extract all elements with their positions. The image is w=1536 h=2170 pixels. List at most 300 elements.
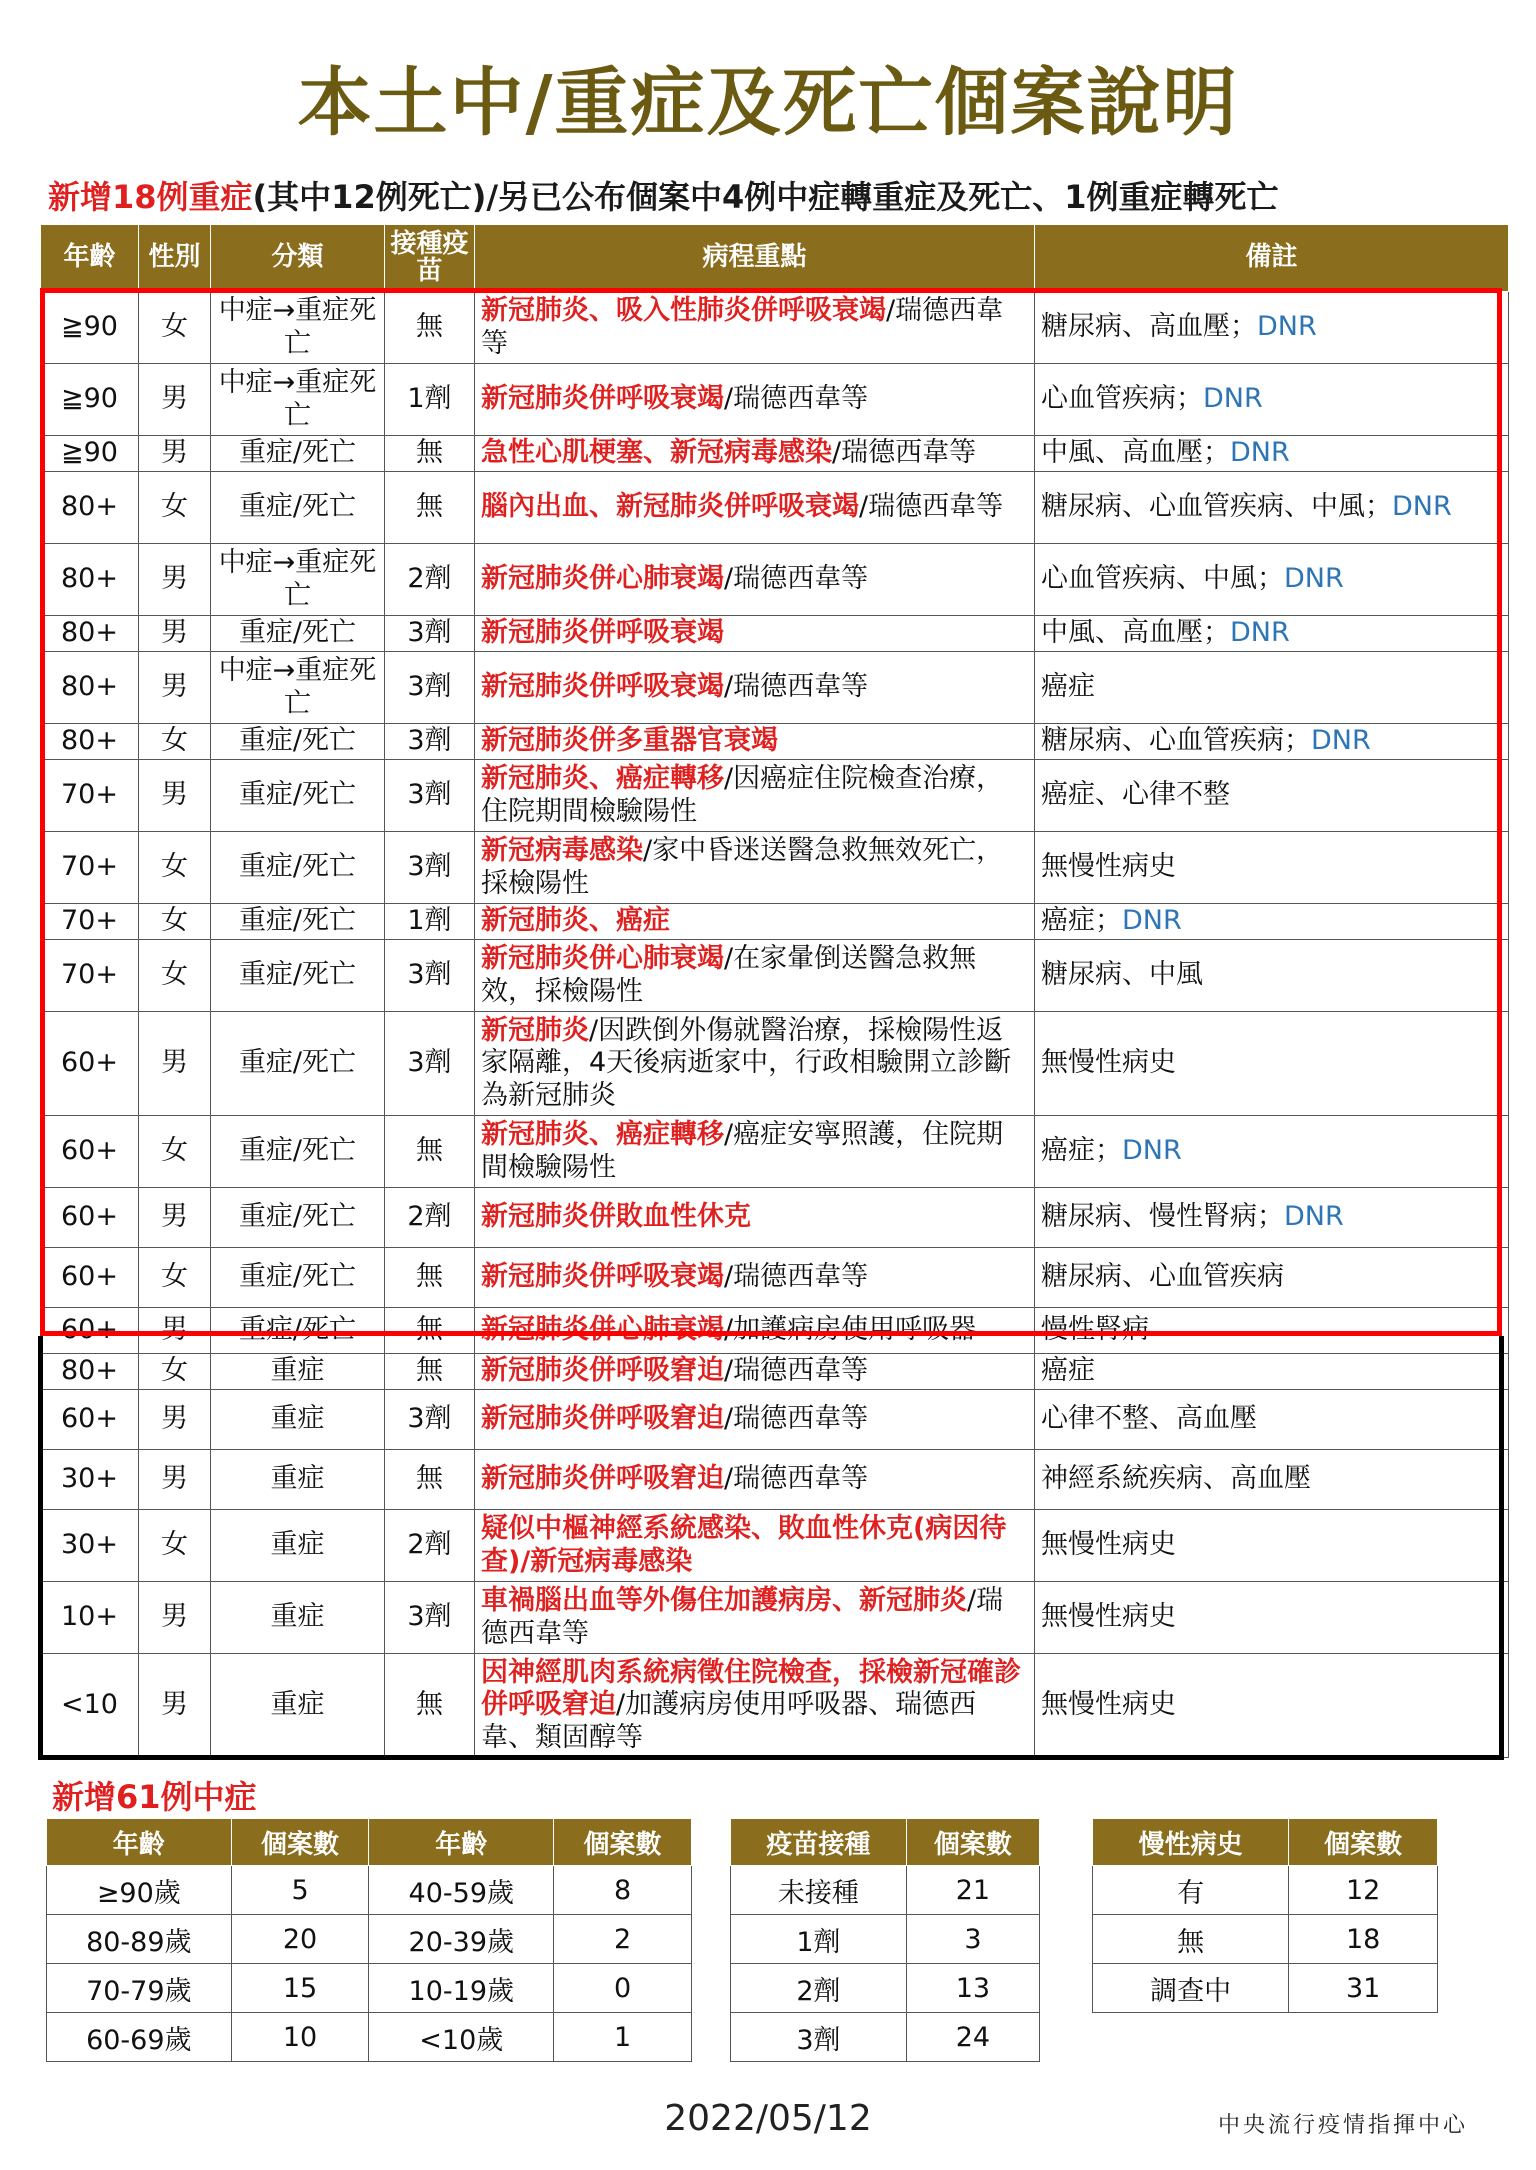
cell-course — [475, 1582, 1035, 1654]
note-text: 無慢性病史 — [1041, 1601, 1176, 1633]
course-highlight: 疑似中樞神經系統感染、敗血性休克(病因待查)/新冠病毒感染 — [481, 1513, 1007, 1577]
course-highlight: 新冠肺炎 — [481, 1014, 589, 1046]
cell-note — [1035, 1390, 1509, 1450]
table-cell: 調查中 — [1093, 1964, 1289, 2013]
category-text: 中症→重症死亡 — [218, 547, 377, 611]
course-detail: /家中昏迷送醫急救無效死亡，採檢陽性 — [481, 835, 1004, 899]
cell-sex: 男 — [139, 364, 211, 436]
table-cell: 24 — [906, 2013, 1039, 2062]
cell-vaccine: 無 — [385, 1450, 475, 1510]
cell-age: 70+ — [41, 832, 139, 904]
cell-vaccine: 3劑 — [385, 652, 475, 724]
category-text: 重症 — [270, 1403, 325, 1435]
cell-note — [1035, 652, 1509, 724]
table-cell: 70-79歲 — [47, 1964, 232, 2013]
course-highlight: 新冠肺炎、癌症轉移 — [481, 1119, 724, 1151]
table-cell: 8 — [554, 1866, 692, 1915]
cell-vaccine: 無 — [385, 436, 475, 472]
cell-age: 60+ — [41, 1188, 139, 1248]
cell-course — [475, 364, 1035, 436]
table-row — [41, 1510, 1509, 1582]
cell-category — [211, 1582, 385, 1654]
course-detail: /癌症安寧照護，住院期間檢驗陽性 — [481, 1119, 1004, 1183]
cell-age: 80+ — [41, 472, 139, 544]
cell-category — [211, 904, 385, 940]
cell-category — [211, 1188, 385, 1248]
table-cell: 15 — [231, 1964, 369, 2013]
note-text: 糖尿病、慢性腎病； — [1041, 1201, 1284, 1233]
cell-course — [475, 652, 1035, 724]
cell-age: 60+ — [41, 1390, 139, 1450]
table-cell: 1劑 — [731, 1915, 907, 1964]
cell-sex: 男 — [139, 1012, 211, 1116]
cell-note — [1035, 364, 1509, 436]
header-vaccine: 接種疫苗 — [385, 225, 475, 292]
cell-age: ≧90 — [41, 292, 139, 364]
table-cell: <10歲 — [369, 2013, 554, 2062]
cell-note — [1035, 1188, 1509, 1248]
course-detail: /瑞德西韋等 — [724, 1261, 869, 1293]
note-text: 中風、高血壓； — [1041, 617, 1230, 649]
table-row — [731, 2013, 1040, 2062]
table-header-cell: 個案數 — [231, 1819, 369, 1866]
cell-note — [1035, 1510, 1509, 1582]
cell-category — [211, 364, 385, 436]
table-cell: 10 — [231, 2013, 369, 2062]
cell-course — [475, 1188, 1035, 1248]
note-text: 無慢性病史 — [1041, 1689, 1176, 1721]
course-detail: /加護病房使用呼吸器 — [724, 1314, 977, 1346]
cell-sex: 男 — [139, 1188, 211, 1248]
note-text: 癌症； — [1041, 1135, 1122, 1167]
cell-sex: 女 — [139, 1354, 211, 1390]
cell-category — [211, 1012, 385, 1116]
cell-sex: 男 — [139, 544, 211, 616]
course-highlight: 新冠肺炎併呼吸衰竭 — [481, 671, 724, 703]
cell-course — [475, 724, 1035, 760]
table-row — [1093, 1866, 1438, 1915]
course-highlight: 新冠肺炎併呼吸衰竭 — [481, 1261, 724, 1293]
cell-sex: 女 — [139, 1116, 211, 1188]
cell-sex: 女 — [139, 292, 211, 364]
table-row — [41, 292, 1509, 364]
dnr-label: DNR — [1122, 905, 1182, 937]
cell-sex: 女 — [139, 724, 211, 760]
cell-sex: 男 — [139, 1654, 211, 1758]
cell-age: ≧90 — [41, 364, 139, 436]
course-detail: /瑞德西韋等 — [724, 563, 869, 595]
table-header-cell: 年齡 — [369, 1819, 554, 1866]
course-highlight: 新冠肺炎併心肺衰竭 — [481, 1314, 724, 1346]
table-header-cell: 疫苗接種 — [731, 1819, 907, 1866]
cell-course — [475, 1116, 1035, 1188]
course-highlight: 車禍腦出血等外傷住加護病房、新冠肺炎 — [481, 1585, 967, 1617]
cell-sex: 男 — [139, 1450, 211, 1510]
table-cell: 2 — [554, 1915, 692, 1964]
table-row — [41, 832, 1509, 904]
cell-note — [1035, 760, 1509, 832]
table-cell: 20 — [231, 1915, 369, 1964]
cell-note — [1035, 1012, 1509, 1116]
dnr-label: DNR — [1230, 617, 1290, 649]
table-cell: 80-89歲 — [47, 1915, 232, 1964]
category-text: 重症/死亡 — [238, 437, 357, 469]
table-row — [41, 1654, 1509, 1758]
cell-category — [211, 1354, 385, 1390]
course-highlight: 新冠肺炎併呼吸衰竭 — [481, 617, 724, 649]
note-text: 癌症； — [1041, 905, 1122, 937]
course-detail: /瑞德西韋等 — [724, 1403, 869, 1435]
category-text: 中症→重症死亡 — [218, 295, 377, 359]
cell-category — [211, 1510, 385, 1582]
moderate-age-table — [46, 1818, 692, 2062]
category-text: 重症/死亡 — [238, 1135, 357, 1167]
cell-note — [1035, 472, 1509, 544]
cell-vaccine: 無 — [385, 1654, 475, 1758]
table-row — [41, 1116, 1509, 1188]
cell-vaccine: 3劑 — [385, 760, 475, 832]
category-text: 重症/死亡 — [238, 959, 357, 991]
category-text: 重症 — [270, 1601, 325, 1633]
table-cell: 18 — [1289, 1915, 1438, 1964]
dnr-label: DNR — [1284, 1201, 1344, 1233]
cell-age: 30+ — [41, 1510, 139, 1582]
course-highlight: 新冠肺炎併多重器官衰竭 — [481, 725, 778, 757]
course-highlight: 因神經肌肉系統病徵住院檢查，採檢新冠確診併呼吸窘迫 — [481, 1656, 1021, 1721]
cell-age: 60+ — [41, 1116, 139, 1188]
cell-sex: 男 — [139, 1582, 211, 1654]
table-cell: 5 — [231, 1866, 369, 1915]
cell-vaccine: 無 — [385, 1116, 475, 1188]
cell-vaccine: 3劑 — [385, 724, 475, 760]
cell-course — [475, 292, 1035, 364]
severe-cases-table — [40, 224, 1509, 1758]
cell-course — [475, 472, 1035, 544]
note-text: 糖尿病、高血壓； — [1041, 311, 1257, 343]
table-cell: 無 — [1093, 1915, 1289, 1964]
cell-age: 60+ — [41, 1012, 139, 1116]
table-row — [41, 1248, 1509, 1308]
course-detail: /因癌症住院檢查治療，住院期間檢驗陽性 — [481, 763, 1004, 827]
category-text: 重症/死亡 — [238, 617, 357, 649]
cell-vaccine: 無 — [385, 472, 475, 544]
cell-category — [211, 1308, 385, 1354]
cell-course — [475, 760, 1035, 832]
course-highlight: 新冠肺炎併敗血性休克 — [481, 1201, 751, 1233]
moderate-chronic-table — [1092, 1818, 1438, 2013]
course-highlight: 新冠肺炎併心肺衰竭 — [481, 943, 724, 975]
note-text: 糖尿病、中風 — [1041, 959, 1203, 991]
table-row — [47, 1964, 692, 2013]
course-highlight: 腦內出血、新冠肺炎併呼吸衰竭 — [481, 491, 859, 523]
footer-date: 2022/05/12 — [664, 2098, 872, 2139]
cell-category — [211, 292, 385, 364]
cell-course — [475, 832, 1035, 904]
cell-age: <10 — [41, 1654, 139, 1758]
cell-note — [1035, 940, 1509, 1012]
cell-vaccine: 2劑 — [385, 1188, 475, 1248]
table-header-cell: 個案數 — [906, 1819, 1039, 1866]
cell-course — [475, 1450, 1035, 1510]
cell-course — [475, 544, 1035, 616]
dnr-label: DNR — [1311, 725, 1371, 757]
category-text: 重症/死亡 — [238, 1047, 357, 1079]
cell-course — [475, 1012, 1035, 1116]
course-detail: /加護病房使用呼吸器、瑞德西韋、類固醇等 — [481, 1689, 977, 1753]
note-text: 糖尿病、心血管疾病、中風； — [1041, 491, 1392, 523]
course-detail: /瑞德西韋等 — [724, 1463, 869, 1495]
cell-category — [211, 1450, 385, 1510]
header-age: 年齡 — [41, 225, 139, 292]
cell-note — [1035, 436, 1509, 472]
table-row — [41, 1450, 1509, 1510]
cell-category — [211, 652, 385, 724]
course-highlight: 新冠肺炎併呼吸窘迫 — [481, 1403, 724, 1435]
cell-course — [475, 904, 1035, 940]
cell-category — [211, 472, 385, 544]
table-cell: 10-19歲 — [369, 1964, 554, 2013]
course-detail: /瑞德西韋等 — [724, 671, 869, 703]
table-cell: 31 — [1289, 1964, 1438, 2013]
table-row — [41, 1354, 1509, 1390]
dnr-label: DNR — [1392, 491, 1452, 523]
cell-note — [1035, 1354, 1509, 1390]
note-text: 無慢性病史 — [1041, 1529, 1176, 1561]
course-highlight: 新冠肺炎併呼吸衰竭 — [481, 383, 724, 415]
note-text: 無慢性病史 — [1041, 1047, 1176, 1079]
cell-note — [1035, 832, 1509, 904]
cell-sex: 男 — [139, 652, 211, 724]
note-text: 中風、高血壓； — [1041, 437, 1230, 469]
table-cell: 1 — [554, 2013, 692, 2062]
table-row — [41, 436, 1509, 472]
cell-vaccine: 3劑 — [385, 832, 475, 904]
category-text: 中症→重症死亡 — [218, 367, 377, 431]
table-cell: 13 — [906, 1964, 1039, 2013]
table-header-cell: 個案數 — [554, 1819, 692, 1866]
cell-sex: 女 — [139, 1510, 211, 1582]
table-row — [47, 1866, 692, 1915]
course-detail: /瑞德西韋等 — [832, 437, 977, 469]
table-cell: 2劑 — [731, 1964, 907, 2013]
table-cell: 有 — [1093, 1866, 1289, 1915]
category-text: 重症 — [270, 1355, 325, 1387]
category-text: 重症/死亡 — [238, 1201, 357, 1233]
cell-age: 60+ — [41, 1308, 139, 1354]
table-cell: 21 — [906, 1866, 1039, 1915]
note-text: 心血管疾病、中風； — [1041, 563, 1284, 595]
cell-sex: 女 — [139, 904, 211, 940]
cell-category — [211, 1116, 385, 1188]
cell-age: 60+ — [41, 1248, 139, 1308]
note-text: 慢性腎病 — [1041, 1314, 1149, 1346]
dnr-label: DNR — [1284, 563, 1344, 595]
table-row — [41, 724, 1509, 760]
cell-vaccine: 1劑 — [385, 904, 475, 940]
course-highlight: 新冠肺炎、癌症 — [481, 905, 670, 937]
footer-org: 中央流行疫情指揮中心 — [1217, 2113, 1468, 2138]
cell-course — [475, 1354, 1035, 1390]
cell-sex: 男 — [139, 760, 211, 832]
cell-course — [475, 1654, 1035, 1758]
table-row — [1093, 1915, 1438, 1964]
course-detail: /瑞德西韋等 — [481, 1585, 1004, 1649]
table-row — [41, 616, 1509, 652]
category-text: 重症 — [270, 1529, 325, 1561]
subtitle — [48, 172, 1279, 218]
subtitle-rest: (其中12例死亡)/另已公布個案中4例中症轉重症及死亡、1例重症轉死亡 — [252, 178, 1279, 216]
cell-sex: 女 — [139, 832, 211, 904]
table-header-row — [41, 225, 1509, 292]
category-text: 重症 — [270, 1463, 325, 1495]
moderate-vaccine-table — [730, 1818, 1040, 2062]
cell-age: 70+ — [41, 760, 139, 832]
note-text: 心血管疾病； — [1041, 383, 1203, 415]
cell-sex: 男 — [139, 1390, 211, 1450]
course-highlight: 新冠肺炎、癌症轉移 — [481, 763, 724, 795]
cell-vaccine: 無 — [385, 1308, 475, 1354]
cell-vaccine: 無 — [385, 1248, 475, 1308]
note-text: 糖尿病、心血管疾病； — [1041, 725, 1311, 757]
moderate-heading: 新增61例中症 — [52, 1778, 257, 1816]
table-row — [41, 1188, 1509, 1248]
category-text: 重症/死亡 — [238, 1261, 357, 1293]
course-detail: /因跌倒外傷就醫治療，採檢陽性返家隔離，4天後病逝家中，行政相驗開立診斷為新冠肺炎 — [481, 1014, 1012, 1111]
cell-note — [1035, 1308, 1509, 1354]
note-text: 癌症 — [1041, 671, 1095, 703]
cell-course — [475, 616, 1035, 652]
course-highlight: 新冠肺炎併呼吸窘迫 — [481, 1355, 724, 1387]
table-row — [1093, 1964, 1438, 2013]
category-text: 中症→重症死亡 — [218, 655, 377, 719]
cell-vaccine: 2劑 — [385, 1510, 475, 1582]
note-text: 無慢性病史 — [1041, 851, 1176, 883]
course-detail: /瑞德西韋等 — [859, 491, 1004, 523]
table-cell: 3劑 — [731, 2013, 907, 2062]
table-cell: 60-69歲 — [47, 2013, 232, 2062]
cell-note — [1035, 544, 1509, 616]
table-row — [41, 1582, 1509, 1654]
cell-note — [1035, 616, 1509, 652]
course-detail: /瑞德西韋等 — [724, 383, 869, 415]
dnr-label: DNR — [1257, 311, 1317, 343]
cell-category — [211, 1248, 385, 1308]
cell-course — [475, 1248, 1035, 1308]
dnr-label: DNR — [1230, 437, 1290, 469]
cell-note — [1035, 1248, 1509, 1308]
cell-category — [211, 832, 385, 904]
cell-course — [475, 1308, 1035, 1354]
header-sex: 性別 — [139, 225, 211, 292]
cell-vaccine: 3劑 — [385, 940, 475, 1012]
table-row — [41, 652, 1509, 724]
note-text: 神經系統疾病、高血壓 — [1041, 1463, 1311, 1495]
header-note: 備註 — [1035, 225, 1509, 292]
cell-age: ≧90 — [41, 436, 139, 472]
cell-vaccine: 3劑 — [385, 1390, 475, 1450]
cell-age: 80+ — [41, 544, 139, 616]
table-row — [47, 1915, 692, 1964]
cell-course — [475, 436, 1035, 472]
cell-sex: 女 — [139, 472, 211, 544]
table-row — [41, 904, 1509, 940]
note-text: 癌症 — [1041, 1355, 1095, 1387]
cell-note — [1035, 1654, 1509, 1758]
course-detail: /瑞德西韋等 — [724, 1355, 869, 1387]
cell-age: 80+ — [41, 724, 139, 760]
note-text: 癌症、心律不整 — [1041, 779, 1230, 811]
category-text: 重症/死亡 — [238, 905, 357, 937]
cell-vaccine: 1劑 — [385, 364, 475, 436]
cell-note — [1035, 1582, 1509, 1654]
page-title: 本土中/重症及死亡個案說明 — [297, 60, 1239, 146]
cell-category — [211, 724, 385, 760]
cell-note — [1035, 292, 1509, 364]
cell-sex: 女 — [139, 940, 211, 1012]
table-row — [41, 1390, 1509, 1450]
table-cell: 0 — [554, 1964, 692, 2013]
cell-category — [211, 1654, 385, 1758]
table-header-cell: 慢性病史 — [1093, 1819, 1289, 1866]
table-cell: 40-59歲 — [369, 1866, 554, 1915]
category-text: 重症/死亡 — [238, 491, 357, 523]
cell-sex: 男 — [139, 436, 211, 472]
course-highlight: 急性心肌梗塞、新冠病毒感染 — [481, 437, 832, 469]
dnr-label: DNR — [1203, 383, 1263, 415]
cell-category — [211, 760, 385, 832]
cell-course — [475, 940, 1035, 1012]
note-text: 糖尿病、心血管疾病 — [1041, 1261, 1284, 1293]
note-text: 心律不整、高血壓 — [1041, 1403, 1257, 1435]
cell-note — [1035, 724, 1509, 760]
table-row — [41, 760, 1509, 832]
table-cell: 12 — [1289, 1866, 1438, 1915]
category-text: 重症 — [270, 1689, 325, 1721]
table-cell: 20-39歲 — [369, 1915, 554, 1964]
cell-age: 80+ — [41, 616, 139, 652]
table-row — [41, 1308, 1509, 1354]
course-detail: /在家暈倒送醫急救無效，採檢陽性 — [481, 943, 977, 1007]
cell-vaccine: 3劑 — [385, 1582, 475, 1654]
category-text: 重症/死亡 — [238, 851, 357, 883]
table-row — [731, 1964, 1040, 2013]
subtitle-highlight: 新增18例重症 — [48, 178, 253, 216]
table-cell: ≥90歲 — [47, 1866, 232, 1915]
cell-category — [211, 1390, 385, 1450]
course-highlight: 新冠肺炎、吸入性肺炎併呼吸衰竭 — [481, 295, 886, 327]
table-row — [47, 2013, 692, 2062]
cell-sex: 男 — [139, 1308, 211, 1354]
table-header-cell: 年齡 — [47, 1819, 232, 1866]
table-row — [731, 1866, 1040, 1915]
cell-vaccine: 3劑 — [385, 616, 475, 652]
cell-age: 70+ — [41, 940, 139, 1012]
cell-age: 80+ — [41, 1354, 139, 1390]
header-course: 病程重點 — [475, 225, 1035, 292]
cell-age: 30+ — [41, 1450, 139, 1510]
cell-age: 80+ — [41, 652, 139, 724]
cell-course — [475, 1510, 1035, 1582]
cell-vaccine: 無 — [385, 1354, 475, 1390]
table-cell: 未接種 — [731, 1866, 907, 1915]
table-row — [41, 364, 1509, 436]
cell-note — [1035, 1450, 1509, 1510]
table-cell: 3 — [906, 1915, 1039, 1964]
table-row — [731, 1915, 1040, 1964]
header-category: 分類 — [211, 225, 385, 292]
cell-category — [211, 616, 385, 652]
course-highlight: 新冠病毒感染 — [481, 835, 643, 867]
